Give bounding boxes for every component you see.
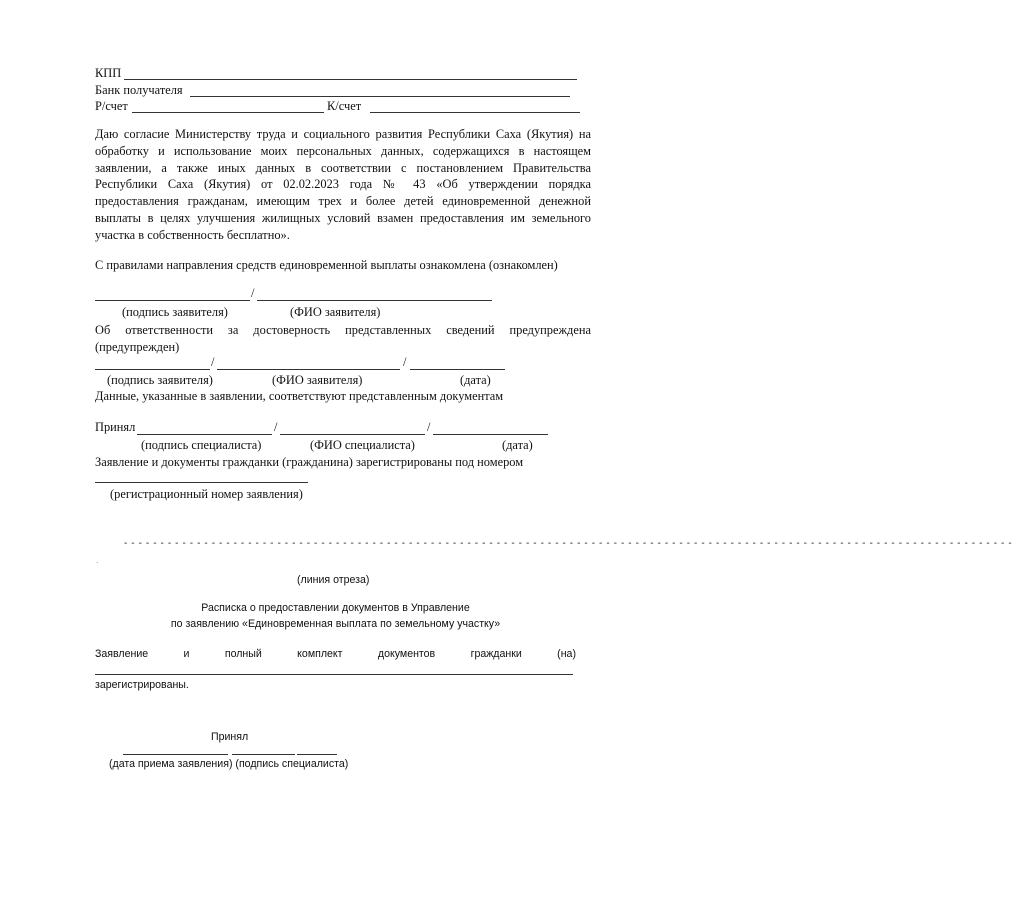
receipt-signature-line-b[interactable] [297,754,337,755]
reg-number-caption: (регистрационный номер заявления) [110,487,303,501]
applicant-signature-caption-2: (подпись заявителя) [107,373,213,387]
specialist-fio-line[interactable] [280,434,425,435]
kpp-label: КПП [95,66,122,80]
receipt-word: Заявление [95,648,149,660]
accepted-label: Принял [95,420,136,434]
cut-mark: · [96,559,99,567]
receipt-word: гражданки [470,648,522,660]
receipt-statement-row [95,648,576,660]
applicant-fio-line[interactable] [257,300,492,301]
ks-label: К/счет [327,99,362,113]
specialist-signature-line[interactable] [137,434,272,435]
rs-field-line[interactable] [132,112,324,113]
sig1-slash: / [251,286,255,300]
cut-line: - - - - - - - - - - - - - - - - - - - - - - - - - - - - - - - - - - - - - - - - - - - - - - - - - - - - - - - - - - - - - - - - - - - - - - - - - - - - - - - - - - - - - - - - - - - - - - - - - - - - - - - - - - - - - - - - - - - - - - - - - - [124,538,1012,549]
applicant-date-line[interactable] [410,369,505,370]
rs-label: Р/счет [95,99,128,113]
receipt-registered: зарегистрированы. [95,679,189,691]
receipt-word: полный [224,648,262,660]
applicant-signature-caption: (подпись заявителя) [122,305,228,319]
specialist-date-caption: (дата) [502,438,533,452]
receipt-name-line[interactable] [95,674,573,675]
receipt-date-line[interactable] [123,754,228,755]
sig2-slash-1: / [211,355,215,369]
accepted-slash-2: / [427,420,431,434]
specialist-fio-caption: (ФИО специалиста) [310,438,415,452]
applicant-signature-line-2[interactable] [95,369,210,370]
bank-label: Банк получателя [95,83,183,97]
cut-line-caption: (линия отреза) [297,574,370,586]
registered-text: Заявление и документы гражданки (гражданина) зарегистрированы под номером [95,455,524,469]
receipt-word: документов [377,648,436,660]
applicant-fio-caption: (ФИО заявителя) [290,305,381,319]
receipt-signature-line-a[interactable] [232,754,295,755]
applicant-date-caption: (дата) [460,373,491,387]
specialist-signature-caption: (подпись специалиста) [141,438,262,452]
sig2-slash-2: / [403,355,407,369]
applicant-signature-line[interactable] [95,300,250,301]
bank-field-line[interactable] [190,96,570,97]
data-match-text: Данные, указанные в заявлении, соответствуют представленным документам [95,389,504,403]
kpp-field-line[interactable] [124,79,577,80]
receipt-title-line2: по заявлению «Единовременная выплата по земельному участку» [170,618,501,630]
ks-field-line[interactable] [370,112,580,113]
consent-paragraph: Даю согласие Министерству труда и социального развития Республики Саха (Якутия) на обработку и использование моих персональных данных, содержащихся в настоящем заявлении, а также иных данных в соответствии с постановлением Правительства Республики Саха (Якутия) от 02.02.2023 года № 43 «Об утверждении порядка предоставления гражданам, имеющим трех и более детей единовременной денежной выплаты в целях улучшения жилищных условий взамен предоставления им земельного участка в собственность бесплатно». [95,127,591,242]
receipt-title-line1: Расписка о предоставлении документов в Управление [201,602,470,614]
receipt-bottom-caption: (дата приема заявления) (подпись специалиста) [109,758,349,770]
accepted-slash-1: / [274,420,278,434]
receipt-accepted-label: Принял [211,731,249,743]
rules-text: С правилами направления средств единовременной выплаты ознакомлена (ознакомлен) [95,258,558,272]
receipt-word: и [183,648,190,660]
receipt-word: комплект [297,648,343,660]
applicant-fio-caption-2: (ФИО заявителя) [272,373,363,387]
responsibility-paragraph: Об ответственности за достоверность представленных сведений предупреждена (предупрежден) [95,323,591,354]
applicant-fio-line-2[interactable] [217,369,400,370]
receipt-word: (на) [557,648,576,660]
reg-number-line[interactable] [95,482,308,483]
specialist-date-line[interactable] [433,434,548,435]
